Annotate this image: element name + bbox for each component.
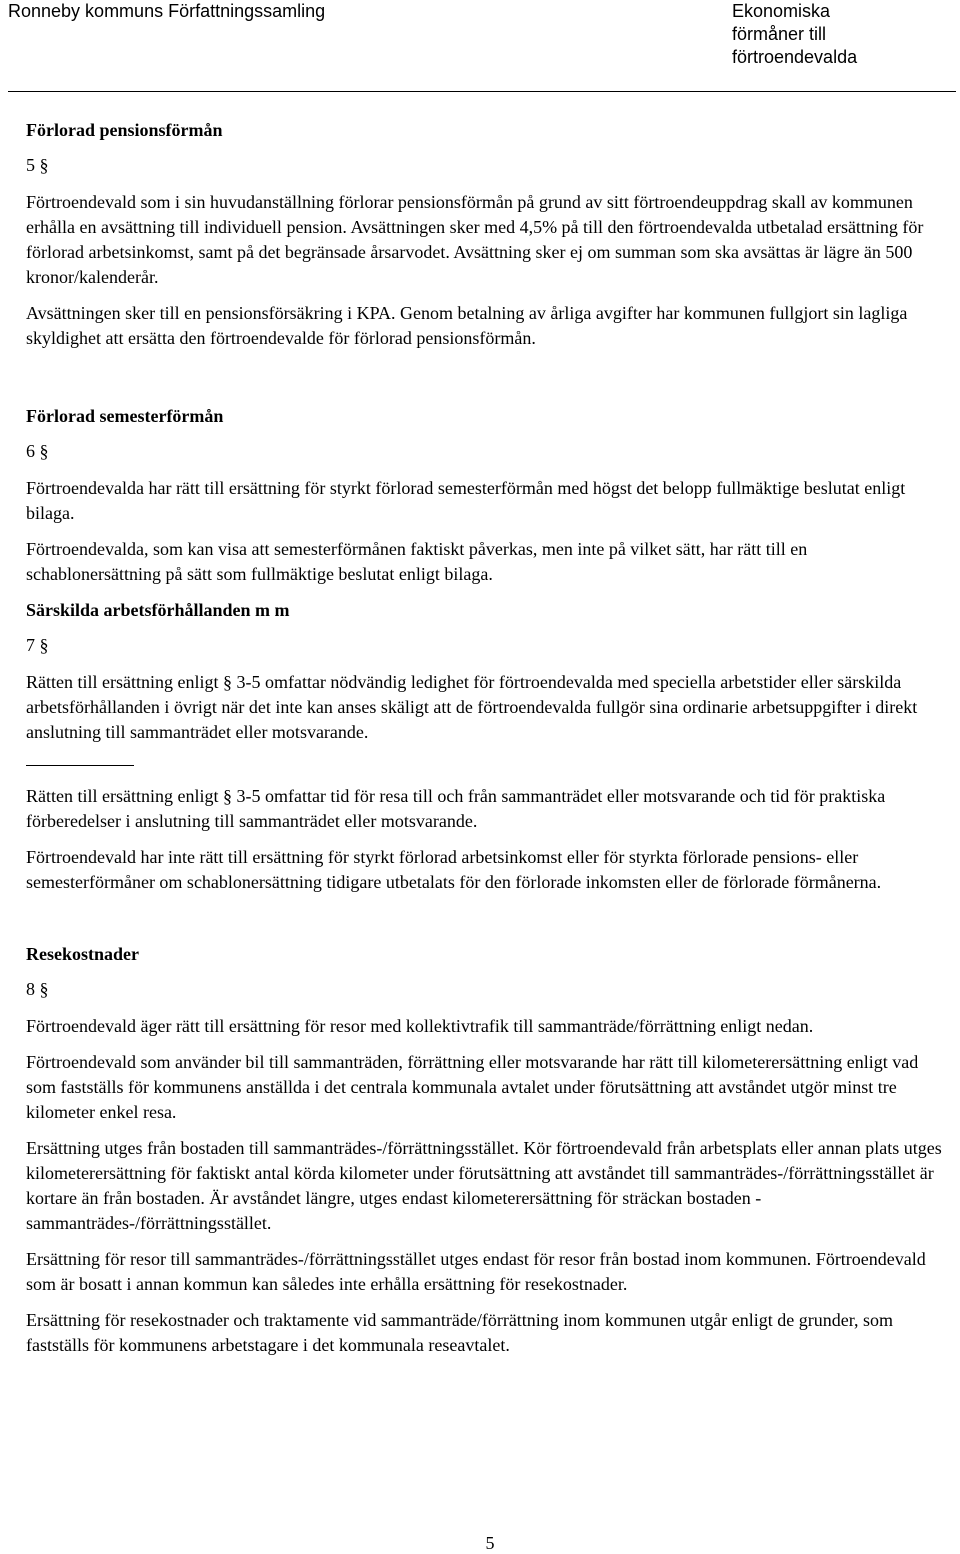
section-heading: Förlorad semesterförmån [26, 406, 224, 426]
paragraph-text: Ersättning för resekostnader och traktamente vid sammanträde/förrättning inom kommunen utgår enligt de grunder, som fastställs för kommunens arbetstagare i det kommunala reseavtalet. [26, 1310, 894, 1355]
page-number: 5 [485, 1533, 495, 1553]
header-title-line: förmåner till [732, 24, 827, 44]
paragraph-text: Ersättning för resor till sammanträdes-/förrättningsstället utges endast för resor från bostad inom kommunen. Förtroendevald som är bosatt i annan kommun kan således inte erhålla ersättning för resekostnader. [26, 1249, 926, 1294]
section-special-conditions [26, 598, 946, 895]
header-title-line: Ekonomiska [732, 1, 831, 21]
paragraph-text: Förtroendevald äger rätt till ersättning för resor med kollektivtrafik till sammanträde/förrättning enligt nedan. [26, 1016, 814, 1036]
paragraph-text: Ersättning utges från bostaden till sammanträdes-/förrättningsstället. Kör förtroendevald från arbetsplats eller annan plats utges kilometerersättning för faktiskt antal körda kilometer under förutsättning att avståndet till sammanträdes-/förrättningsstället är kortare än från bostaden. Är avståndet längre, utges endast kilometerersättning för sträckan bostaden - sammanträdes-/förrättningsstället. [26, 1138, 942, 1233]
paragraph-text: Förtroendevald har inte rätt till ersättning för styrkt förlorad arbetsinkomst eller för styrkta förlorade pensions- eller semesterförmåner om schablonersättning tidigare utbetalats för den förlorade inkomsten eller de förlorade förmånerna. [26, 847, 882, 892]
paragraph-number: 5 § [26, 155, 49, 175]
header-divider [8, 91, 956, 92]
section-vacation [26, 404, 946, 587]
header-document-title [732, 0, 952, 69]
paragraph-text: Avsättningen sker till en pensionsförsäkring i KPA. Genom betalning av årliga avgifter har kommunen fullgjort sin lagliga skyldighet att ersätta den förtroendevalde för förlorad pensionsförmån. [26, 303, 908, 348]
paragraph-number: 8 § [26, 979, 49, 999]
section-heading: Förlorad pensionsförmån [26, 120, 223, 140]
document-body [26, 118, 946, 1358]
section-travel-costs [26, 942, 946, 1358]
paragraph-number: 7 § [26, 635, 49, 655]
section-heading: Särskilda arbetsförhållanden m m [26, 600, 290, 620]
section-pension [26, 118, 946, 351]
section-heading: Resekostnader [26, 944, 139, 964]
paragraph-number: 6 § [26, 441, 49, 461]
paragraph-text: Rätten till ersättning enligt § 3-5 omfattar tid för resa till och från sammanträdet eller motsvarande och tid för praktiska förberedelser i anslutning till sammanträdet eller motsvarande. [26, 786, 886, 831]
header-title: Ronneby kommuns Författningssamling [8, 1, 326, 21]
header-title-line: förtroendevalda [732, 47, 858, 67]
paragraph-text: Förtroendevalda, som kan visa att semesterförmånen faktiskt påverkas, men inte på vilket sätt, har rätt till en schablonersättning på sätt som fullmäktige beslutat enligt bilaga. [26, 539, 808, 584]
paragraph-text: Förtroendevalda har rätt till ersättning för styrkt förlorad semesterförmån med högst det belopp fullmäktige beslutat enligt bilaga. [26, 478, 906, 523]
page-footer [0, 1532, 960, 1554]
paragraph-text: Förtroendevald som använder bil till sammanträden, förrättning eller motsvarande har rätt till kilometerersättning enligt vad som fastställs för kommunens anställda i det centrala kommunala avtalet under förutsättning att avståndet utgör minst tre kilometer enkel resa. [26, 1052, 919, 1122]
separator-line [26, 765, 134, 766]
paragraph-text: Rätten till ersättning enligt § 3-5 omfattar nödvändig ledighet för förtroendevalda med speciella arbetstider eller särskilda arbetsförhållanden i övrigt när det inte kan anses skäligt att de förtroendevalda fullgör sina ordinarie arbetsuppgifter i direkt anslutning till sammanträdet eller motsvarande. [26, 672, 918, 742]
paragraph-text: Förtroendevald som i sin huvudanställning förlorar pensionsförmån på grund av sitt förtroendeuppdrag skall av kommunen erhålla en avsättning till individuell pension. Avsättningen sker med 4,5% på till den förtroendevalda utbetalad ersättning för förlorad arbetsinkomst, samt på det begränsade årsarvodet. Avsättning sker ej om summan som ska avsättas är lägre än 500 kronor/kalenderår. [26, 192, 924, 287]
